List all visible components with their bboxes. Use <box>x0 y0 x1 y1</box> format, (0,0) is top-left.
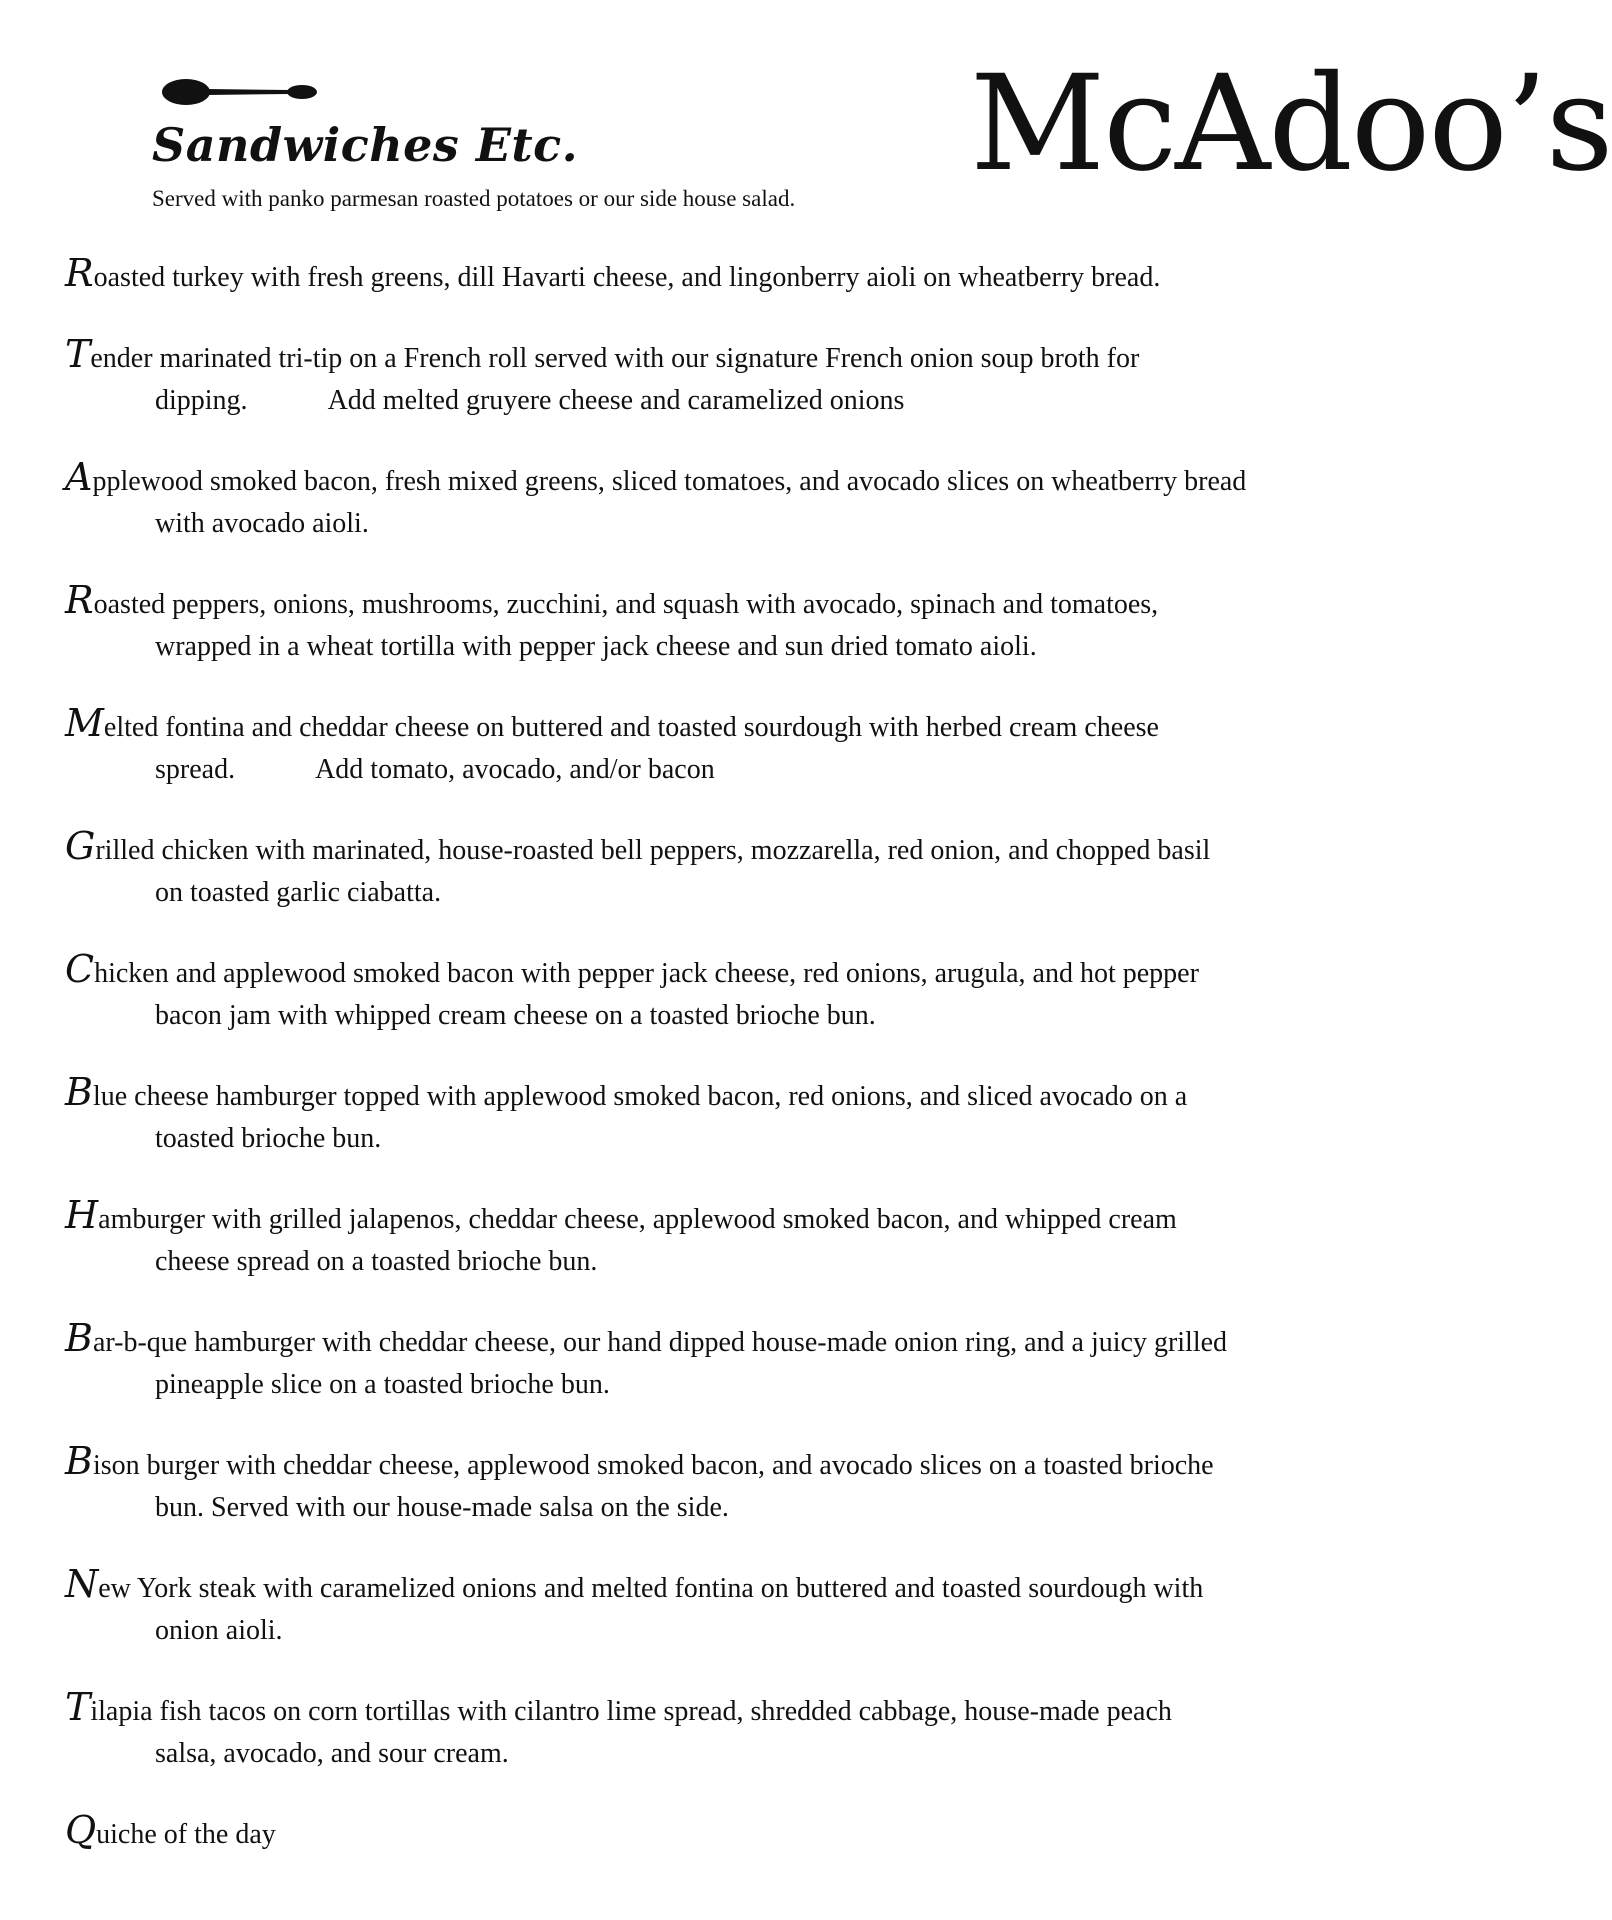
item-initial: H <box>65 1193 99 1237</box>
item-first-line <box>65 1071 1425 1118</box>
item-first-line <box>65 702 1425 749</box>
item-second-line <box>155 749 1425 791</box>
item-text: lue cheese hamburger topped with applewood smoked bacon, red onions, and sliced avocado on a <box>92 1081 1188 1112</box>
item-first-line <box>65 1809 1425 1856</box>
item-text-continued: dipping. <box>155 385 248 416</box>
item-first-line <box>65 579 1425 626</box>
spoon-icon <box>162 72 322 112</box>
item-second-line: cheese spread on a toasted brioche bun. <box>155 1246 598 1277</box>
item-text: amburger with grilled jalapenos, cheddar cheese, applewood smoked bacon, and whipped cream <box>98 1204 1177 1235</box>
item-first-line <box>65 456 1425 503</box>
menu-list <box>65 252 1425 1890</box>
item-second-line: with avocado aioli. <box>155 508 369 539</box>
item-first-line <box>65 1194 1425 1241</box>
item-initial: N <box>65 1562 99 1606</box>
menu-item <box>65 1194 1425 1283</box>
item-second-line <box>155 380 1425 422</box>
item-second-line: pineapple slice on a toasted brioche bun. <box>155 1369 610 1400</box>
item-initial: C <box>65 947 95 991</box>
item-text-continued: spread. <box>155 754 236 785</box>
item-addon: Add melted gruyere cheese and caramelized onions <box>327 385 905 416</box>
item-first-line <box>65 252 1425 299</box>
menu-item <box>65 825 1425 914</box>
item-first-line <box>65 1686 1425 1733</box>
item-text: rilled chicken with marinated, house-roasted bell peppers, mozzarella, red onion, and chopped basil <box>95 835 1211 866</box>
item-initial: B <box>65 1316 93 1360</box>
item-text: hicken and applewood smoked bacon with pepper jack cheese, red onions, arugula, and hot pepper <box>94 958 1199 989</box>
item-second-line: bacon jam with whipped cream cheese on a toasted brioche bun. <box>155 1000 876 1031</box>
section-title: Sandwiches Etc. <box>152 118 579 172</box>
item-second-line: on toasted garlic ciabatta. <box>155 877 442 908</box>
menu-item <box>65 1071 1425 1160</box>
menu-item <box>65 252 1425 299</box>
item-initial: T <box>65 1685 91 1729</box>
menu-item <box>65 579 1425 668</box>
menu-item <box>65 1563 1425 1652</box>
item-text: ew York steak with caramelized onions and melted fontina on buttered and toasted sourdough with <box>98 1573 1204 1604</box>
item-initial: A <box>65 455 93 499</box>
item-text: pplewood smoked bacon, fresh mixed greens, sliced tomatoes, and avocado slices on wheatberry bread <box>92 466 1247 497</box>
menu-item <box>65 1440 1425 1529</box>
item-initial: G <box>65 824 96 868</box>
item-first-line <box>65 1563 1425 1610</box>
item-initial: R <box>65 578 94 622</box>
item-text: oasted peppers, onions, mushrooms, zucchini, and squash with avocado, spinach and tomatoes, <box>93 589 1159 620</box>
item-text: oasted turkey with fresh greens, dill Havarti cheese, and lingonberry aioli on wheatberry bread. <box>93 262 1161 293</box>
item-initial: B <box>65 1070 93 1114</box>
item-second-line: wrapped in a wheat tortilla with pepper jack cheese and sun dried tomato aioli. <box>155 631 1037 662</box>
menu-item <box>65 702 1425 791</box>
item-second-line: onion aioli. <box>155 1615 283 1646</box>
item-text: ar-b-que hamburger with cheddar cheese, our hand dipped house-made onion ring, and a juicy grilled <box>92 1327 1228 1358</box>
item-first-line <box>65 333 1425 380</box>
item-first-line <box>65 1440 1425 1487</box>
item-initial: Q <box>65 1808 97 1852</box>
menu-item <box>65 1686 1425 1775</box>
item-second-line: bun. Served with our house-made salsa on the side. <box>155 1492 729 1523</box>
item-first-line <box>65 825 1425 872</box>
item-second-line: toasted brioche bun. <box>155 1123 382 1154</box>
item-first-line <box>65 948 1425 995</box>
item-text: elted fontina and cheddar cheese on buttered and toasted sourdough with herbed cream cheese <box>103 712 1159 743</box>
item-text: uiche of the day <box>96 1819 276 1850</box>
item-first-line <box>65 1317 1425 1364</box>
restaurant-logo: McAdoo’s <box>970 47 1612 201</box>
item-initial: M <box>65 701 104 745</box>
item-initial: T <box>65 332 91 376</box>
item-second-line: salsa, avocado, and sour cream. <box>155 1738 509 1769</box>
menu-item <box>65 333 1425 422</box>
item-text: ison burger with cheddar cheese, applewood smoked bacon, and avocado slices on a toasted brioche <box>92 1450 1214 1481</box>
menu-item <box>65 456 1425 545</box>
item-text: ilapia fish tacos on corn tortillas with cilantro lime spread, shredded cabbage, house-made peach <box>90 1696 1172 1727</box>
menu-item <box>65 1809 1425 1856</box>
item-addon: Add tomato, avocado, and/or bacon <box>315 754 715 785</box>
menu-item <box>65 948 1425 1037</box>
item-initial: R <box>65 251 94 295</box>
menu-item <box>65 1317 1425 1406</box>
item-initial: B <box>65 1439 93 1483</box>
item-text: ender marinated tri-tip on a French roll served with our signature French onion soup broth for <box>90 343 1140 374</box>
section-subtitle: Served with panko parmesan roasted potatoes or our side house salad. <box>152 186 796 211</box>
